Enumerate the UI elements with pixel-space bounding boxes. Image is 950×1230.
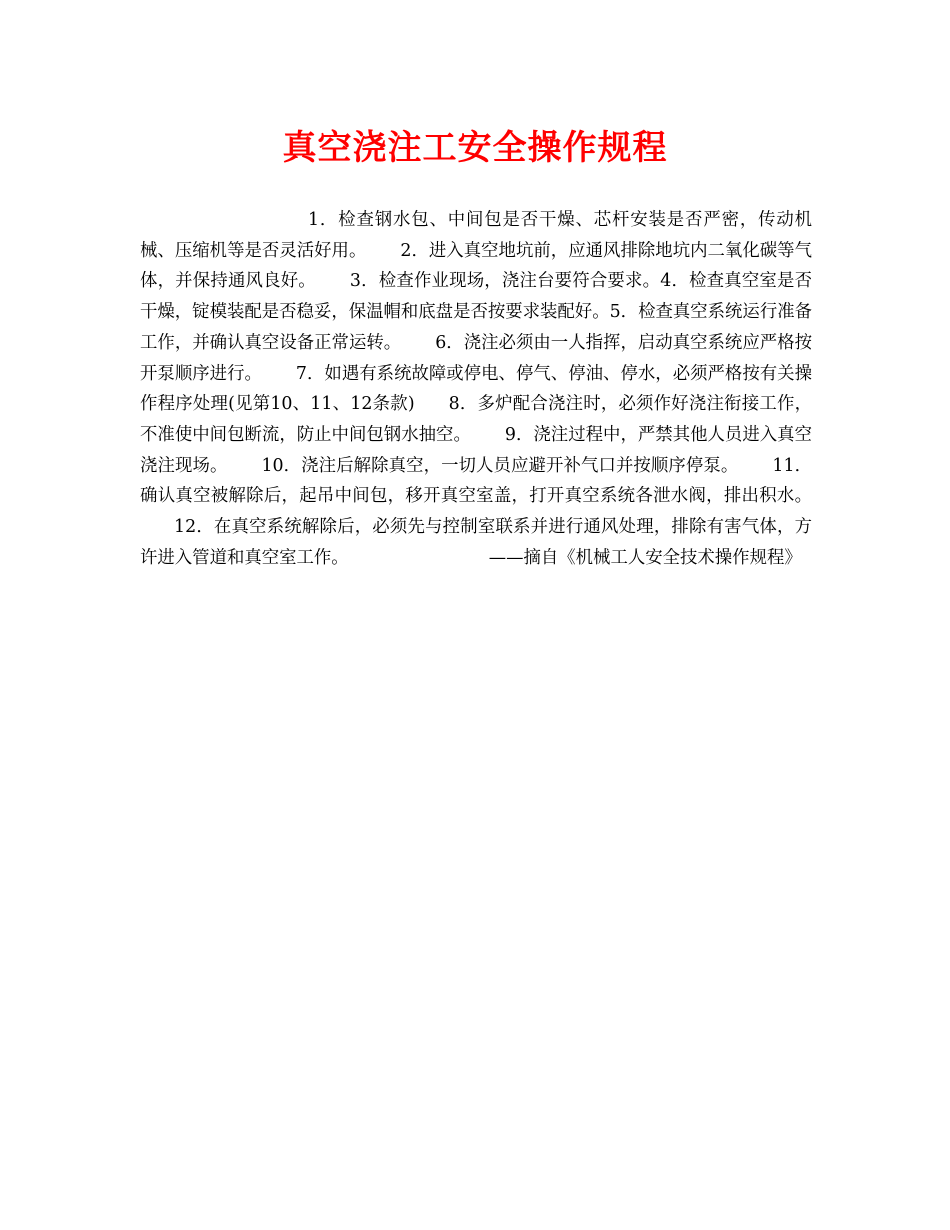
procedure-item-8: 8．多炉配合浇注时，必须作好浇注衔接工作，不准使中间包断流，防止中间包钢水抽空。 [140,394,812,445]
procedure-item-6: 6．浇注必须由一人指挥，启动真空系统应严格按开泵顺序进行。 [140,332,812,384]
procedure-item-5: 5．检查真空系统运行准备工作，并确认真空设备正常运转。 [140,302,812,353]
procedure-item-3: 3．检查作业现场，浇注台要符合要求。 [349,271,661,292]
procedure-item-7: 7．如遇有系统故障或停电、停气、停油、停水，必须严格按有关操作程序处理(见第10、11、12条款) [140,363,812,415]
procedure-item-10: 10．浇注后解除真空，一切人员应避开补气口并按顺序停泵。 [261,455,739,476]
procedure-item-11: 11．确认真空被解除后，起吊中间包，移开真空室盖，打开真空系统各泄水阀，排出积水。 [140,455,812,507]
procedure-item-9: 9．浇注过程中，严禁其他人员进入真空浇注现场。 [140,424,812,476]
procedure-item-4: 4．检查真空室是否干燥，锭模装配是否稳妥，保温帽和底盘是否按要求装配好。 [140,271,812,323]
source-citation: ——摘自《机械工人安全技术操作规程》 [488,547,802,568]
procedure-item-12: 12．在真空系统解除后，必须先与控制室联系并进行通风处理，排除有害气体，方许进入管道和真空室工作。 [140,517,812,568]
procedure-body [140,205,812,573]
document-title: 真空浇注工安全操作规程 [282,128,668,168]
procedure-item-1: 1．检查钢水包、中间包是否干燥、芯杆安装是否严密，传动机械、压缩机等是否灵活好用。 [140,210,812,261]
procedure-item-2: 2．进入真空地坑前，应通风排除地坑内二氧化碳等气体，并保持通风良好。 [140,240,812,292]
